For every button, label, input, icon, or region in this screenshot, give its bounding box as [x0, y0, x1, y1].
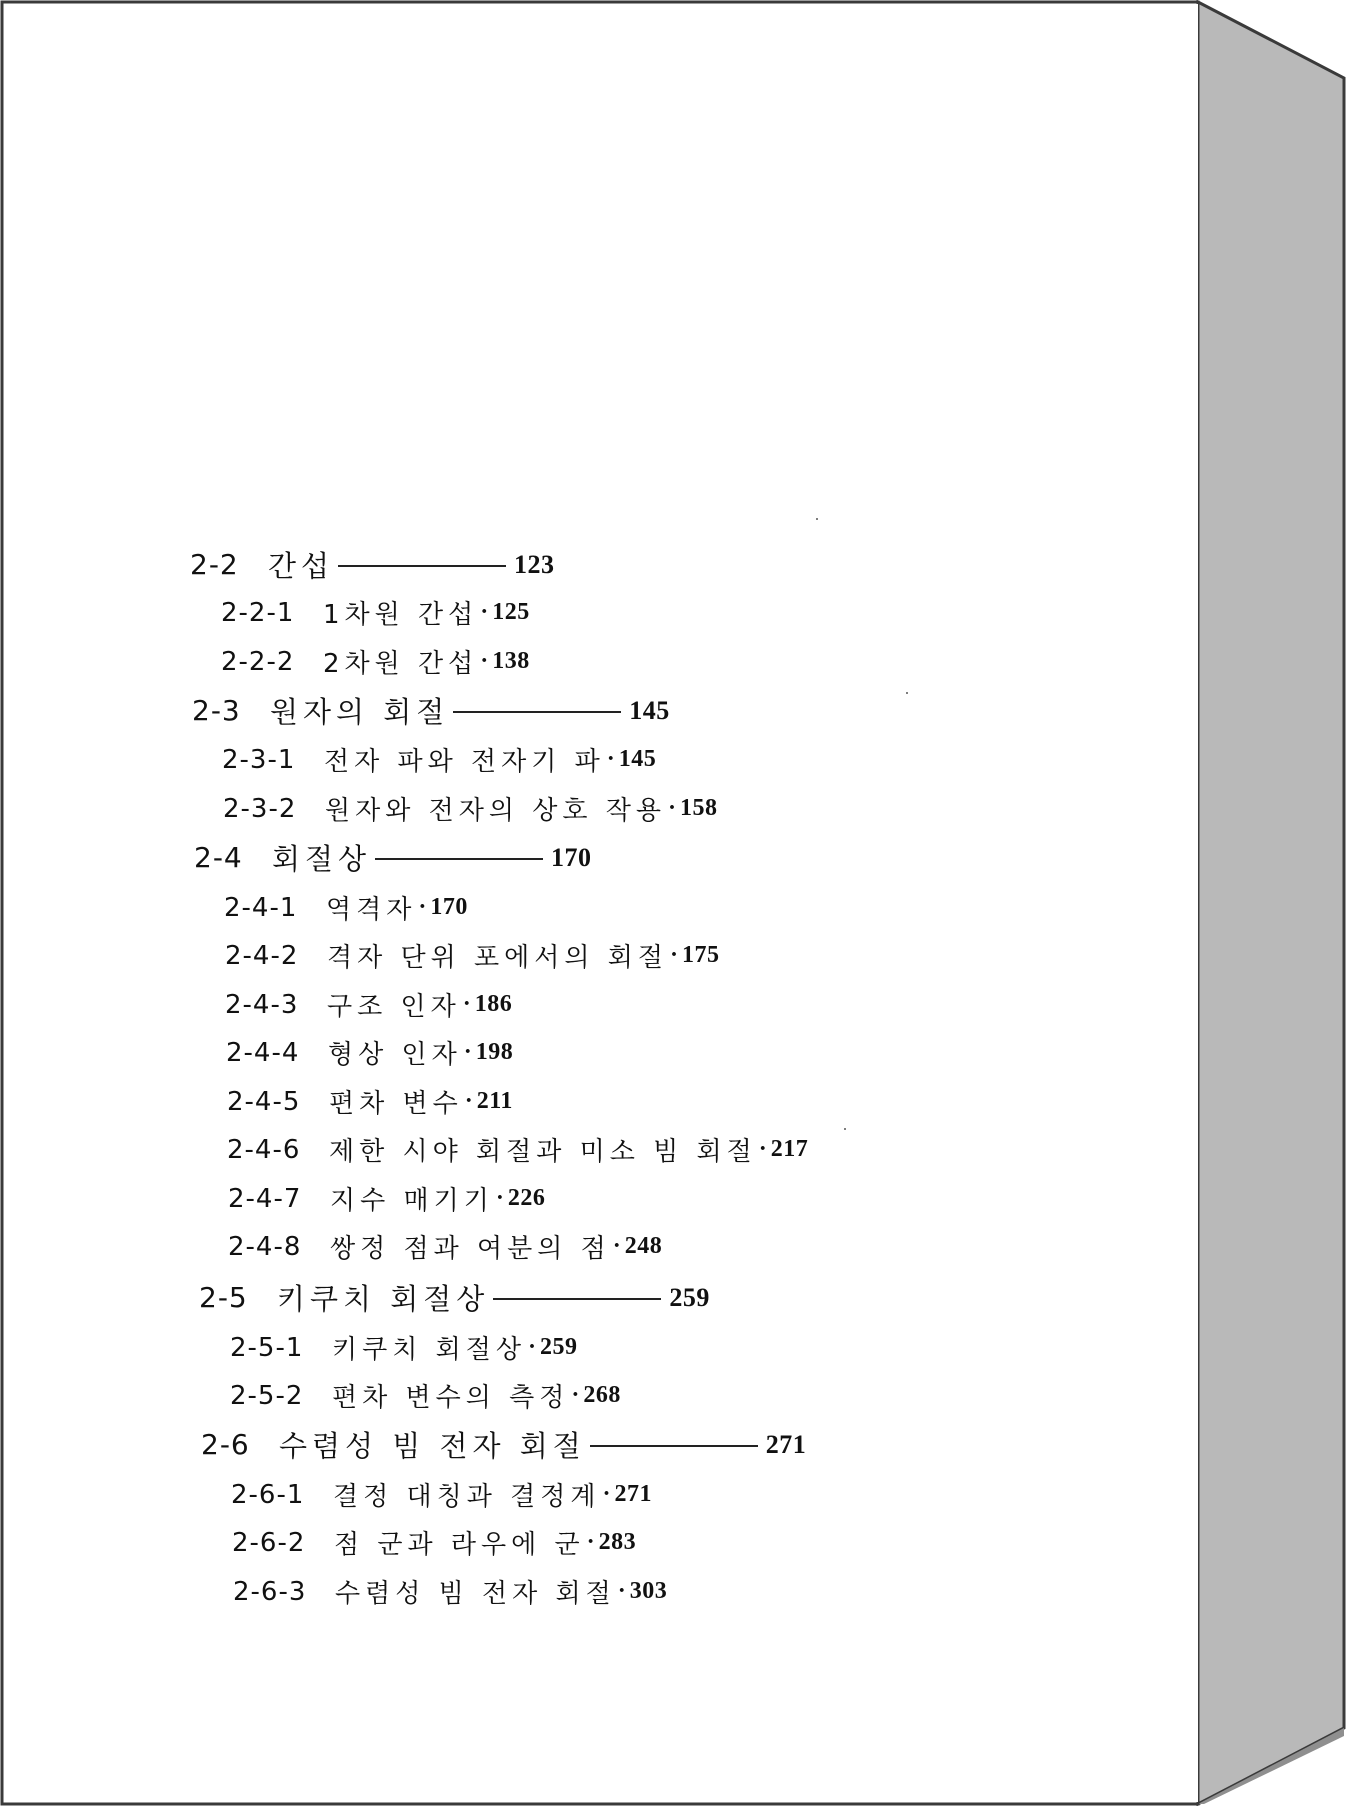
toc-subsection-entry — [233, 1573, 667, 1610]
subsection-page-number: 158 — [679, 795, 718, 821]
subsection-number: 2-6-1 — [231, 1479, 305, 1510]
section-number: 2-6 — [201, 1428, 250, 1461]
toc-subsection-entry — [228, 1180, 545, 1217]
toc-section-entry — [199, 1277, 710, 1318]
toc-section-entry — [194, 837, 592, 878]
subsection-title: 형상 인자 — [328, 1040, 462, 1070]
toc-section-entry — [192, 690, 670, 731]
section-number: 2-3 — [192, 694, 241, 727]
section-title: 회절상 — [272, 842, 372, 876]
subsection-title: 지수 매기기 — [330, 1186, 494, 1216]
section-page-number: 170 — [551, 842, 592, 872]
subsection-number: 2-4-3 — [225, 989, 299, 1020]
page-separator-dot: · — [418, 894, 427, 920]
subsection-title: 제한 시야 회절과 미소 빔 회절 — [329, 1137, 757, 1167]
subsection-page-number: 271 — [614, 1481, 652, 1507]
subsection-title: 키쿠치 회절상 — [332, 1335, 526, 1365]
toc-subsection-entry — [221, 643, 530, 680]
toc-subsection-entry — [230, 1377, 621, 1414]
subsection-number: 2-4-7 — [228, 1183, 302, 1214]
section-number: 2-4 — [194, 841, 243, 874]
subsection-page-number: 125 — [492, 599, 530, 625]
subsection-page-number: 248 — [624, 1233, 663, 1259]
subsection-page-number: 198 — [475, 1039, 514, 1065]
toc-section-entry — [201, 1424, 806, 1465]
toc-section-entry — [190, 544, 555, 585]
page-separator-dot: · — [586, 1529, 595, 1555]
subsection-page-number: 175 — [681, 942, 720, 968]
subsection-page-number: 259 — [539, 1334, 578, 1360]
section-title: 원자의 회절 — [270, 695, 450, 729]
toc-subsection-entry — [230, 1329, 577, 1366]
leader-rule — [493, 1298, 661, 1300]
toc-subsection-entry — [227, 1131, 808, 1168]
toc-subsection-entry — [232, 1524, 636, 1561]
section-page-number: 271 — [765, 1429, 807, 1459]
subsection-number: 2-4-8 — [228, 1231, 302, 1262]
page-separator-dot: · — [495, 1185, 504, 1211]
page-separator-dot: · — [464, 1088, 473, 1114]
subsection-number: 2-5-1 — [230, 1332, 304, 1363]
subsection-page-number: 217 — [770, 1136, 809, 1162]
subsection-title: 쌍정 점과 여분의 점 — [330, 1234, 611, 1264]
subsection-number: 2-4-1 — [224, 892, 298, 923]
book-page — [4, 4, 1198, 1802]
subsection-page-number: 268 — [583, 1382, 621, 1408]
subsection-title: 수렴성 빔 전자 회절 — [335, 1579, 616, 1609]
section-page-number: 145 — [629, 695, 670, 725]
leader-rule — [338, 565, 506, 567]
subsection-page-number: 211 — [476, 1088, 513, 1114]
subsection-number: 2-5-2 — [230, 1380, 304, 1411]
scan-speck — [816, 518, 818, 520]
subsection-number: 2-6-2 — [232, 1527, 306, 1558]
subsection-title: 편차 변수 — [329, 1089, 463, 1119]
subsection-page-number: 145 — [618, 746, 657, 772]
subsection-page-number: 138 — [492, 648, 530, 674]
subsection-title: 편차 변수의 측정 — [332, 1383, 570, 1413]
page-separator-dot: · — [463, 1039, 472, 1065]
section-title: 간섭 — [268, 549, 335, 583]
scan-speck — [844, 1128, 846, 1130]
subsection-page-number: 186 — [474, 991, 513, 1017]
page-separator-dot: · — [571, 1382, 580, 1408]
page-separator-dot: · — [669, 942, 678, 968]
subsection-title: 역격자 — [326, 895, 417, 925]
page-separator-dot: · — [462, 991, 471, 1017]
page-separator-dot: · — [667, 795, 676, 821]
subsection-number: 2-2-1 — [221, 597, 295, 628]
subsection-number: 2-4-5 — [227, 1086, 301, 1117]
subsection-page-number: 226 — [507, 1185, 546, 1211]
subsection-page-number: 303 — [629, 1578, 668, 1604]
toc-subsection-entry — [224, 889, 468, 926]
section-number: 2-5 — [199, 1281, 248, 1314]
section-page-number: 259 — [669, 1282, 710, 1312]
subsection-page-number: 283 — [598, 1529, 637, 1555]
section-title: 수렴성 빔 전자 회절 — [279, 1429, 586, 1463]
subsection-title: 전자 파와 전자기 파 — [324, 747, 605, 777]
toc-subsection-entry — [231, 1476, 652, 1513]
table-of-contents — [4, 4, 1198, 1802]
page-separator-dot: · — [612, 1233, 621, 1259]
subsection-number: 2-3-1 — [222, 744, 296, 775]
leader-rule — [375, 858, 543, 860]
scan-speck — [906, 692, 908, 694]
subsection-number: 2-3-2 — [223, 793, 297, 824]
page-separator-dot: · — [602, 1481, 611, 1507]
subsection-number: 2-4-6 — [227, 1134, 301, 1165]
toc-subsection-entry — [222, 741, 656, 778]
leader-rule — [590, 1445, 758, 1447]
subsection-title: 결정 대칭과 결정계 — [333, 1482, 601, 1512]
toc-subsection-entry — [227, 1083, 513, 1120]
section-title: 키쿠치 회절상 — [277, 1282, 490, 1316]
toc-subsection-entry — [221, 594, 530, 631]
subsection-number: 2-4-2 — [225, 940, 299, 971]
subsection-title: 격자 단위 포에서의 회절 — [327, 943, 668, 973]
toc-subsection-entry — [228, 1228, 662, 1265]
toc-subsection-entry — [223, 790, 717, 827]
page-separator-dot: · — [606, 746, 615, 772]
subsection-title: 원자와 전자의 상호 작용 — [325, 796, 666, 826]
subsection-page-number: 170 — [430, 894, 468, 920]
section-number: 2-2 — [190, 548, 239, 581]
section-page-number: 123 — [514, 549, 555, 579]
page-separator-dot: · — [617, 1578, 626, 1604]
subsection-number: 2-6-3 — [233, 1576, 307, 1607]
subsection-title: 구조 인자 — [327, 992, 461, 1022]
subsection-title: 점 군과 라우에 군 — [334, 1530, 585, 1560]
subsection-title: 2차원 간섭 — [323, 649, 479, 679]
page-separator-dot: · — [480, 599, 489, 625]
subsection-number: 2-4-4 — [226, 1037, 300, 1068]
toc-subsection-entry — [226, 1034, 513, 1071]
subsection-title: 1차원 간섭 — [323, 600, 479, 630]
toc-subsection-entry — [225, 986, 512, 1023]
leader-rule — [453, 711, 621, 713]
page-separator-dot: · — [480, 648, 489, 674]
toc-subsection-entry — [225, 937, 719, 974]
subsection-number: 2-2-2 — [221, 646, 295, 677]
page-separator-dot: · — [527, 1334, 536, 1360]
page-separator-dot: · — [758, 1136, 767, 1162]
